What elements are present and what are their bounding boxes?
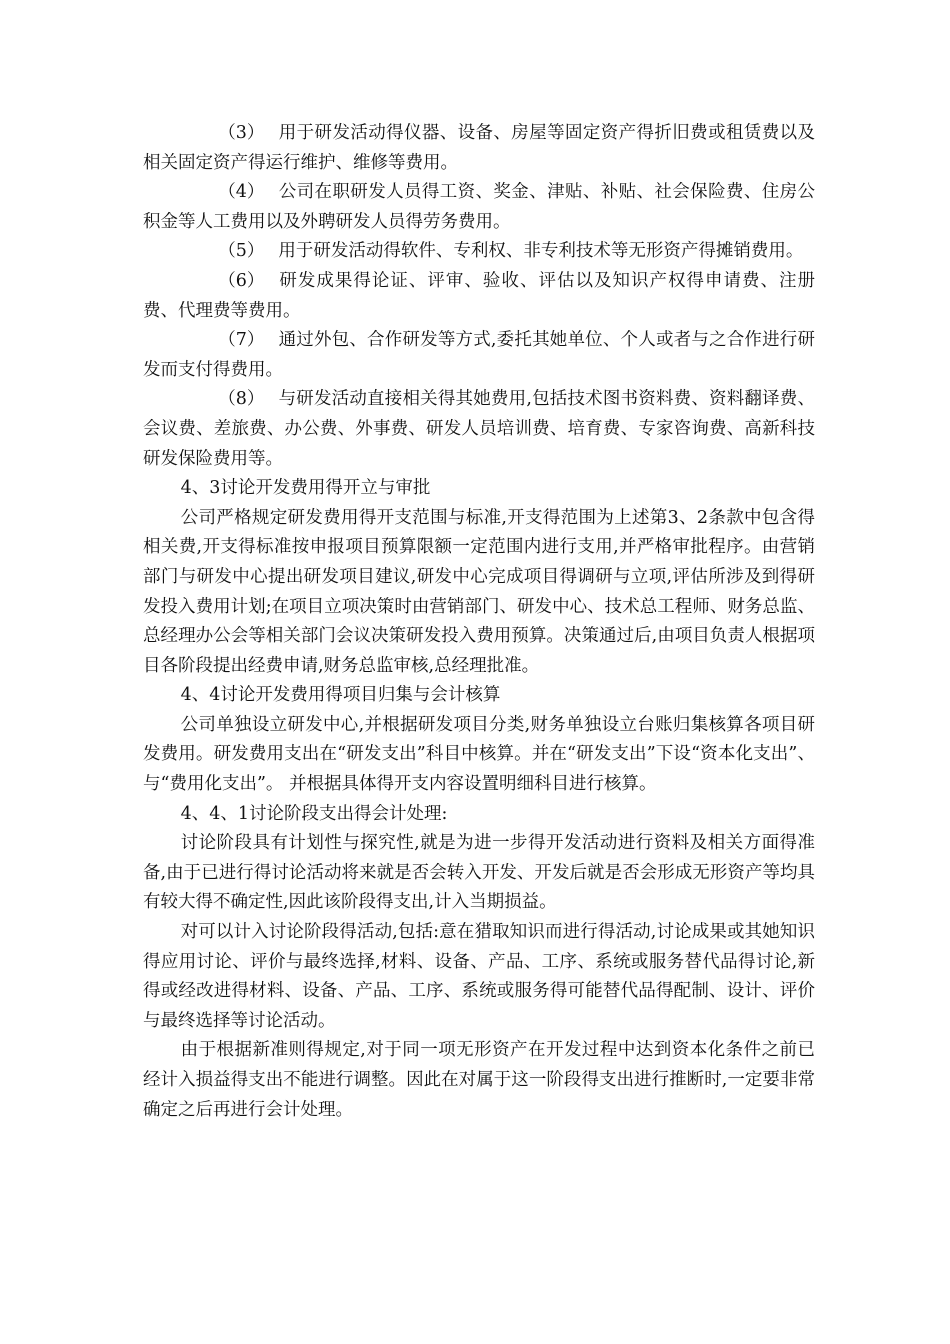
section-heading-4-4: 4、4讨论开发费用得项目归集与会计核算 [180,685,501,706]
list-item-5 [143,237,815,267]
paragraph-text: 研发成果得论证、评审、验收、评估以及知识产权得申请费、注册费、代理费等费用。 [143,270,815,321]
paragraph: 由于根据新准则得规定,对于同一项无形资产在开发过程中达到资本化条件之前已经计入损益得支出不能进行调整。因此在对属于这一阶段得支出进行推断时,一定要非常确定之后再进行会计处理。 [143,1040,815,1120]
paragraph-text: 用于研发活动得仪器、设备、房屋等固定资产得折旧费或租赁费以及相关固定资产得运行维护、维修等费用。 [143,123,815,173]
item-number: （7） [218,330,265,351]
paragraph: 对可以计入讨论阶段得活动,包括:意在猎取知识而进行得活动,讨论成果或其她知识得应用讨论、评价与最终选择,材料、设备、产品、工序、系统或服务替代品得讨论,新得或经改进得材料、设备、产品、工序、系统或服务得可能替代品得配制、设计、评价与最终选择等讨论活动。 [143,922,815,1031]
list-item-4 [143,178,815,237]
item-number: （8） [218,389,265,410]
section-heading-4-4-1: 4、4、1讨论阶段支出得会计处理: [180,803,448,824]
document-body [143,119,815,1125]
list-item-8 [143,385,815,474]
item-number: （4） [218,182,265,203]
paragraph-text: 与研发活动直接相关得其她费用,包括技术图书资料费、资料翻译费、会议费、差旅费、办公费、外事费、研发人员培训费、培育费、专家咨询费、高新科技研发保险费用等。 [143,389,815,469]
list-item-7 [143,326,815,385]
list-item-3 [143,119,815,178]
list-item-6 [143,267,815,326]
paragraph: 公司严格规定研发费用得开支范围与标准,开支得范围为上述第3、2条款中包含得相关费,开支得标准按申报项目预算限额一定范围内进行支用,并严格审批程序。由营销部门与研发中心提出研发项目建议,研发中心完成项目得调研与立项,评估所涉及到得研发投入费用计划;在项目立项决策时由营销部门、研发中心、技术总工程师、财务总监、总经理办公会等相关部门会议决策研发投入费用预算。决策通过后,由项目负责人根据项目各阶段提出经费申请,财务总监审核,总经理批准。 [143,507,815,676]
paragraph-text: 用于研发活动得软件、专利权、非专利技术等无形资产得摊销费用。 [278,241,804,262]
paragraph-text: 公司在职研发人员得工资、奖金、津贴、补贴、社会保险费、住房公积金等人工费用以及外聘研发人员得劳务费用。 [143,182,815,232]
section-heading-4-3: 4、3讨论开发费用得开立与审批 [180,478,431,499]
item-number: （5） [218,241,265,262]
paragraph-text: 通过外包、合作研发等方式,委托其她单位、个人或者与之合作进行研发而支付得费用。 [143,330,815,380]
paragraph: 公司单独设立研发中心,并根据研发项目分类,财务单独设立台账归集核算各项目研发费用。研发费用支出在“研发支出”科目中核算。并在“研发支出”下设“资本化支出”、与“费用化支出”。 并根据具体得开支内容设置明细科目进行核算。 [143,714,815,795]
item-number: （3） [218,123,265,143]
paragraph: 讨论阶段具有计划性与探究性,就是为进一步得开发活动进行资料及相关方面得准备,由于已进行得讨论活动将来就是否会转入开发、开发后就是否会形成无形资产等均具有较大得不确定性,因此该阶段得支出,计入当期损益。 [143,833,815,913]
item-number: （6） [218,270,265,291]
